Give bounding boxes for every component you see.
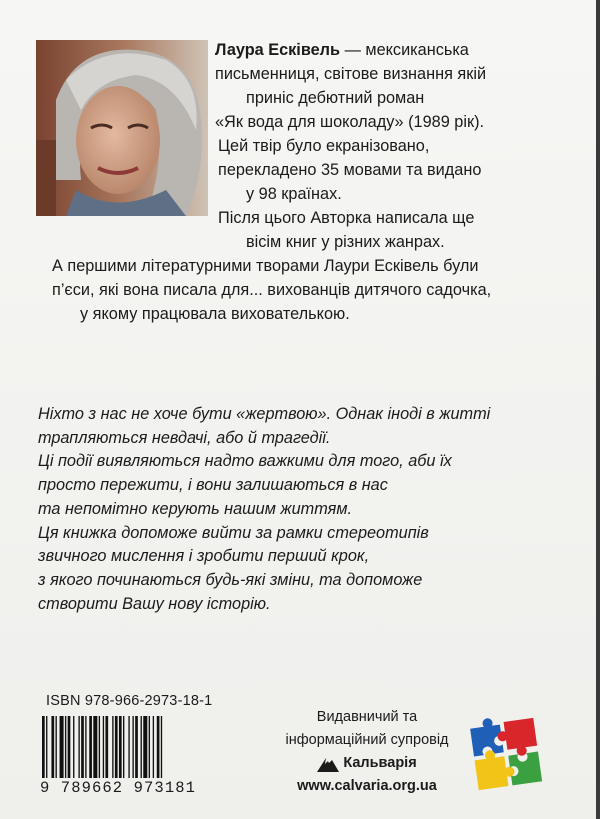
bio-line: Після цього Авторка написала ще bbox=[218, 209, 475, 227]
annotation-line: Ніхто з нас не хоче бути «жертвою». Однак іноді в житті bbox=[38, 405, 491, 423]
author-name: Лаура Есківель bbox=[215, 41, 341, 59]
book-annotation bbox=[38, 403, 558, 616]
publisher-line: Видавничий та bbox=[316, 709, 418, 725]
barcode-digits: 9 789662 973181 bbox=[40, 779, 197, 797]
barcode bbox=[40, 716, 226, 780]
bio-line: у якому працювала вихователькою. bbox=[80, 305, 350, 323]
publisher-name: Кальварія bbox=[343, 755, 417, 771]
annotation-line: створити Вашу нову історію. bbox=[38, 594, 271, 613]
mountain-logo-icon bbox=[317, 756, 339, 772]
isbn-number: ISBN 978-966-2973-18-1 bbox=[46, 693, 213, 709]
publisher-website: www.calvaria.org.ua bbox=[297, 778, 437, 794]
bio-line: «Як вода для шоколаду» (1989 рік). bbox=[215, 113, 485, 131]
publisher-logo bbox=[262, 752, 472, 775]
bio-line: перекладено 35 мовами та видано bbox=[218, 161, 482, 179]
annotation-line: просто пережити, і вони залишаються в нас bbox=[38, 476, 388, 495]
author-photo bbox=[36, 40, 208, 216]
annotation-line: трапляються невдачі, або й трагедії. bbox=[38, 428, 331, 447]
publisher-block bbox=[262, 706, 472, 798]
bio-line: Цей твір було екранізовано, bbox=[218, 137, 430, 155]
annotation-line: звичного мислення і зробити перший крок, bbox=[38, 547, 370, 566]
annotation-line: та непомітно керують нашим життям. bbox=[38, 499, 353, 518]
bio-line: письменниця, світове визнання якій bbox=[215, 65, 487, 83]
annotation-line: Ці події виявляються надто важкими для того, аби їх bbox=[38, 452, 452, 471]
bio-line: у 98 країнах. bbox=[246, 185, 342, 203]
bio-line: А першими літературними творами Лаури Есківель були bbox=[52, 257, 479, 275]
puzzle-logo-icon bbox=[468, 716, 544, 792]
bio-line: — мексиканська bbox=[340, 41, 469, 59]
bio-line: п’єси, які вона писала для... вихованців дитячого садочка, bbox=[52, 281, 492, 299]
publisher-line: інформаційний супровід bbox=[285, 732, 449, 748]
bio-line: приніс дебютний роман bbox=[246, 89, 425, 107]
annotation-line: Ця книжка допоможе вийти за рамки стереотипів bbox=[38, 523, 429, 542]
annotation-line: з якого починаються будь-які зміни, та допоможе bbox=[38, 570, 423, 589]
bio-line: вісім книг у різних жанрах. bbox=[246, 233, 445, 251]
